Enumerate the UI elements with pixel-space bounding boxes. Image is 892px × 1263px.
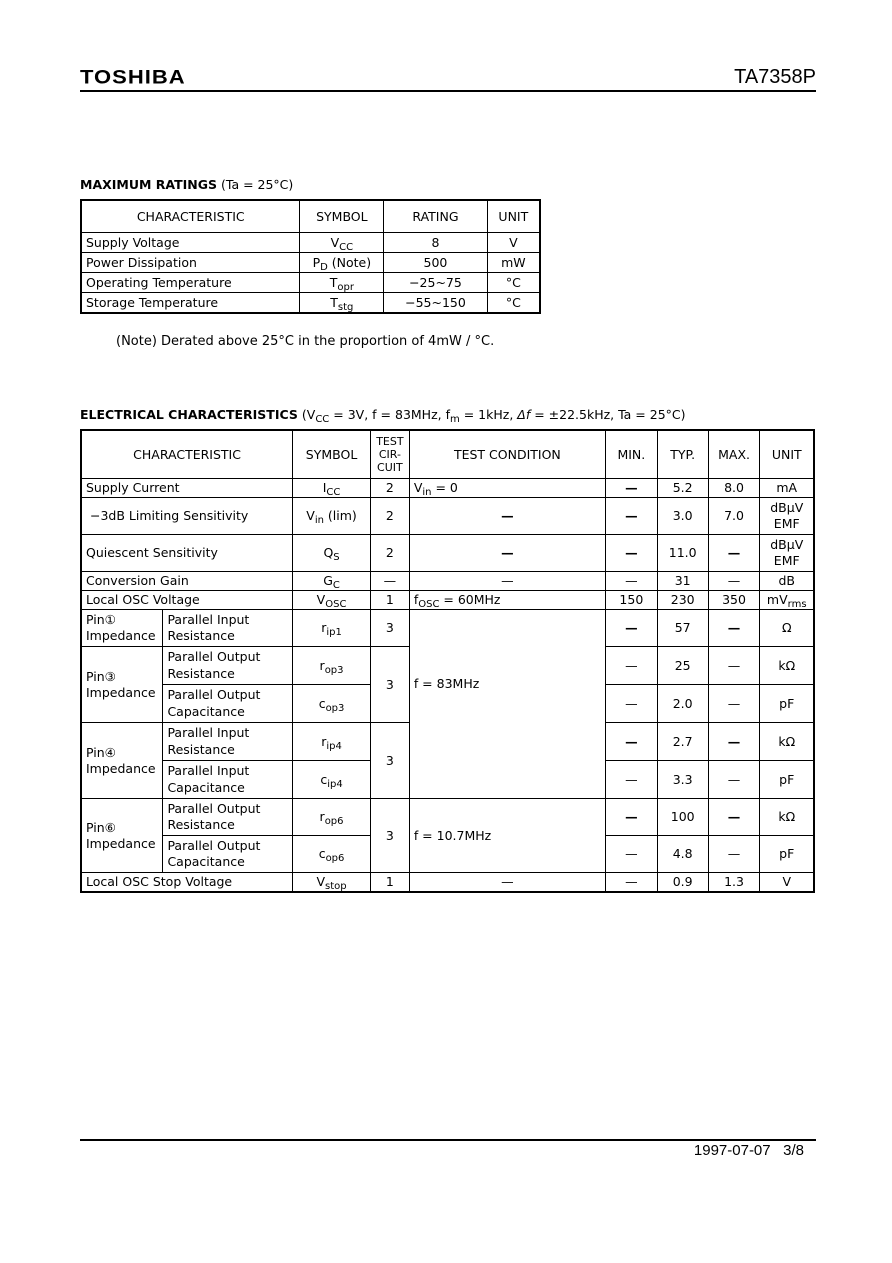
cell-test-condition: — (409, 535, 605, 572)
table-row (81, 498, 814, 535)
header-rule (80, 90, 816, 92)
cell-typ: 4.8 (657, 836, 708, 873)
cell-rating: 8 (384, 233, 487, 253)
cell-pin-group: Pin④ Impedance (81, 723, 163, 799)
cell-unit: kΩ (760, 647, 814, 685)
cell-unit: kΩ (760, 723, 814, 761)
cell-unit: mA (760, 479, 814, 498)
table-row (81, 591, 814, 610)
cell-unit: mW (487, 253, 540, 273)
cell-typ: 2.7 (657, 723, 708, 761)
table-row (81, 572, 814, 591)
cell-characteristic: Supply Current (81, 479, 293, 498)
cell-max: — (708, 723, 760, 761)
cell-max: 350 (708, 591, 760, 610)
cell-parameter: Parallel Output Capacitance (163, 685, 293, 723)
col-header-rating: RATING (384, 200, 487, 233)
cell-characteristic: −3dB Limiting Sensitivity (81, 498, 293, 535)
cell-min: — (605, 836, 657, 873)
cell-unit: V (760, 873, 814, 892)
cell-unit: dBμV EMF (760, 535, 814, 572)
cell-symbol: $V_{OSC}$ (293, 591, 371, 610)
cell-min: — (605, 799, 657, 836)
cell-symbol: $r_{op3}$ (293, 647, 371, 685)
cell-min: — (605, 535, 657, 572)
cell-test-circuit: — (370, 572, 409, 591)
cell-characteristic: Local OSC Voltage (81, 591, 293, 610)
cell-min: — (605, 572, 657, 591)
max-ratings-condition: (Ta = 25°C) (221, 177, 294, 192)
cell-unit: pF (760, 685, 814, 723)
cell-pin-group: Pin⑥ Impedance (81, 799, 163, 873)
elec-conditions: ($V_{CC} = 3V$, f = 83MHz, $f_m = 1kHz$, Δf = ±22.5kHz, Ta = 25°C) (301, 407, 686, 425)
cell-typ: 2.0 (657, 685, 708, 723)
max-ratings-title: MAXIMUM RATINGS (80, 177, 218, 192)
col-header-symbol: SYMBOL (300, 200, 384, 233)
cell-rating: −25~75 (384, 273, 487, 293)
max-ratings-heading (80, 177, 293, 192)
footer-rule (80, 1139, 816, 1141)
cell-parameter: Parallel Input Resistance (163, 610, 293, 647)
cell-typ: 100 (657, 799, 708, 836)
cell-test-condition: $f_{OSC} = 60MHz$ (409, 591, 605, 610)
cell-parameter: Parallel Input Capacitance (163, 761, 293, 799)
derating-note: (Note) Derated above 25°C in the proportion of 4mW / °C. (116, 334, 495, 349)
cell-rating: 500 (384, 253, 487, 273)
cell-unit: °C (487, 273, 540, 293)
max-ratings-table (80, 199, 541, 314)
cell-characteristic: Quiescent Sensitivity (81, 535, 293, 572)
cell-min: — (605, 647, 657, 685)
cell-test-condition: — (409, 873, 605, 892)
table-header-row (81, 200, 540, 233)
cell-unit: pF (760, 761, 814, 799)
cell-symbol: $P_D$ (Note) (300, 253, 384, 273)
cell-min: — (605, 498, 657, 535)
cell-unit: Ω (760, 610, 814, 647)
cell-test-condition: f = 10.7MHz (409, 799, 605, 873)
cell-unit: V (487, 233, 540, 253)
cell-symbol: $r_{ip4}$ (293, 723, 371, 761)
cell-characteristic: Conversion Gain (81, 572, 293, 591)
col-header-test-condition: TEST CONDITION (409, 430, 605, 479)
cell-parameter: Parallel Output Capacitance (163, 836, 293, 873)
cell-max: — (708, 647, 760, 685)
page-number: 3/8 (783, 1142, 804, 1159)
table-row (81, 535, 814, 572)
cell-symbol: $r_{ip1}$ (293, 610, 371, 647)
cell-test-condition: — (409, 498, 605, 535)
cell-typ: 5.2 (657, 479, 708, 498)
cell-test-circuit: 3 (370, 647, 409, 723)
cell-symbol: $T_{opr}$ (300, 273, 384, 293)
cell-test-condition: $V_{in} = 0$ (409, 479, 605, 498)
cell-min: — (605, 761, 657, 799)
electrical-characteristics-table (80, 429, 815, 893)
cell-max: — (708, 610, 760, 647)
cell-typ: 3.0 (657, 498, 708, 535)
cell-symbol: $T_{stg}$ (300, 293, 384, 314)
cell-characteristic: Operating Temperature (81, 273, 300, 293)
table-row (81, 479, 814, 498)
cell-symbol: $V_{CC}$ (300, 233, 384, 253)
cell-symbol: $I_{CC}$ (293, 479, 371, 498)
cell-min: — (605, 723, 657, 761)
cell-symbol: $V_{stop}$ (293, 873, 371, 892)
cell-symbol: $r_{op6}$ (293, 799, 371, 836)
cell-typ: 230 (657, 591, 708, 610)
cell-max: 7.0 (708, 498, 760, 535)
col-header-unit: UNIT (760, 430, 814, 479)
cell-test-circuit: 1 (370, 873, 409, 892)
table-header-row (81, 430, 814, 479)
cell-max: — (708, 761, 760, 799)
cell-unit: °C (487, 293, 540, 314)
cell-characteristic: Storage Temperature (81, 293, 300, 314)
col-header-characteristic: CHARACTERISTIC (81, 430, 293, 479)
cell-max: 8.0 (708, 479, 760, 498)
cell-pin-group: Pin① Impedance (81, 610, 163, 647)
table-row (81, 273, 540, 293)
table-row (81, 293, 540, 314)
col-header-test-circuit: TEST CIR- CUIT (370, 430, 409, 479)
cell-typ: 11.0 (657, 535, 708, 572)
cell-test-circuit: 2 (370, 479, 409, 498)
col-header-max: MAX. (708, 430, 760, 479)
table-row (81, 233, 540, 253)
cell-parameter: Parallel Output Resistance (163, 799, 293, 836)
cell-symbol: $Q_S$ (293, 535, 371, 572)
cell-unit: pF (760, 836, 814, 873)
table-row (81, 873, 814, 892)
cell-test-condition: f = 83MHz (409, 610, 605, 799)
elec-heading (80, 407, 686, 425)
cell-characteristic: Local OSC Stop Voltage (81, 873, 293, 892)
cell-max: — (708, 685, 760, 723)
cell-test-circuit: 3 (370, 610, 409, 647)
cell-test-circuit: 1 (370, 591, 409, 610)
cell-unit: dBμV EMF (760, 498, 814, 535)
cell-unit: dB (760, 572, 814, 591)
cell-rating: −55~150 (384, 293, 487, 314)
cell-parameter: Parallel Output Resistance (163, 647, 293, 685)
cell-min: — (605, 479, 657, 498)
cell-max: — (708, 535, 760, 572)
table-row (81, 799, 814, 836)
cell-test-circuit: 3 (370, 723, 409, 799)
cell-characteristic: Supply Voltage (81, 233, 300, 253)
footer-date: 1997-07-07 (693, 1142, 771, 1159)
cell-max: — (708, 836, 760, 873)
cell-test-circuit: 2 (370, 498, 409, 535)
cell-min: — (605, 873, 657, 892)
cell-parameter: Parallel Input Resistance (163, 723, 293, 761)
cell-characteristic: Power Dissipation (81, 253, 300, 273)
cell-min: 150 (605, 591, 657, 610)
cell-typ: 3.3 (657, 761, 708, 799)
toshiba-logo: TOSHIBA (80, 65, 186, 88)
col-header-unit: UNIT (487, 200, 540, 233)
cell-test-condition: — (409, 572, 605, 591)
cell-min: — (605, 685, 657, 723)
col-header-typ: TYP. (657, 430, 708, 479)
cell-symbol: $c_{op3}$ (293, 685, 371, 723)
footer (694, 1142, 804, 1159)
cell-symbol: $G_C$ (293, 572, 371, 591)
cell-typ: 31 (657, 572, 708, 591)
cell-typ: 25 (657, 647, 708, 685)
table-row (81, 253, 540, 273)
cell-max: — (708, 572, 760, 591)
cell-typ: 57 (657, 610, 708, 647)
col-header-min: MIN. (605, 430, 657, 479)
cell-symbol: $c_{op6}$ (293, 836, 371, 873)
elec-title: ELECTRICAL CHARACTERISTICS (80, 407, 298, 422)
cell-max: — (708, 799, 760, 836)
cell-pin-group: Pin③ Impedance (81, 647, 163, 723)
cell-max: 1.3 (708, 873, 760, 892)
part-number: TA7358P (734, 66, 816, 88)
cell-unit: kΩ (760, 799, 814, 836)
cell-typ: 0.9 (657, 873, 708, 892)
cell-symbol: $c_{ip4}$ (293, 761, 371, 799)
cell-test-circuit: 2 (370, 535, 409, 572)
cell-unit: $mV_{rms}$ (760, 591, 814, 610)
table-row (81, 610, 814, 647)
cell-symbol: $V_{in}$ (lim) (293, 498, 371, 535)
col-header-characteristic: CHARACTERISTIC (81, 200, 300, 233)
cell-min: — (605, 610, 657, 647)
col-header-symbol: SYMBOL (293, 430, 371, 479)
cell-test-circuit: 3 (370, 799, 409, 873)
